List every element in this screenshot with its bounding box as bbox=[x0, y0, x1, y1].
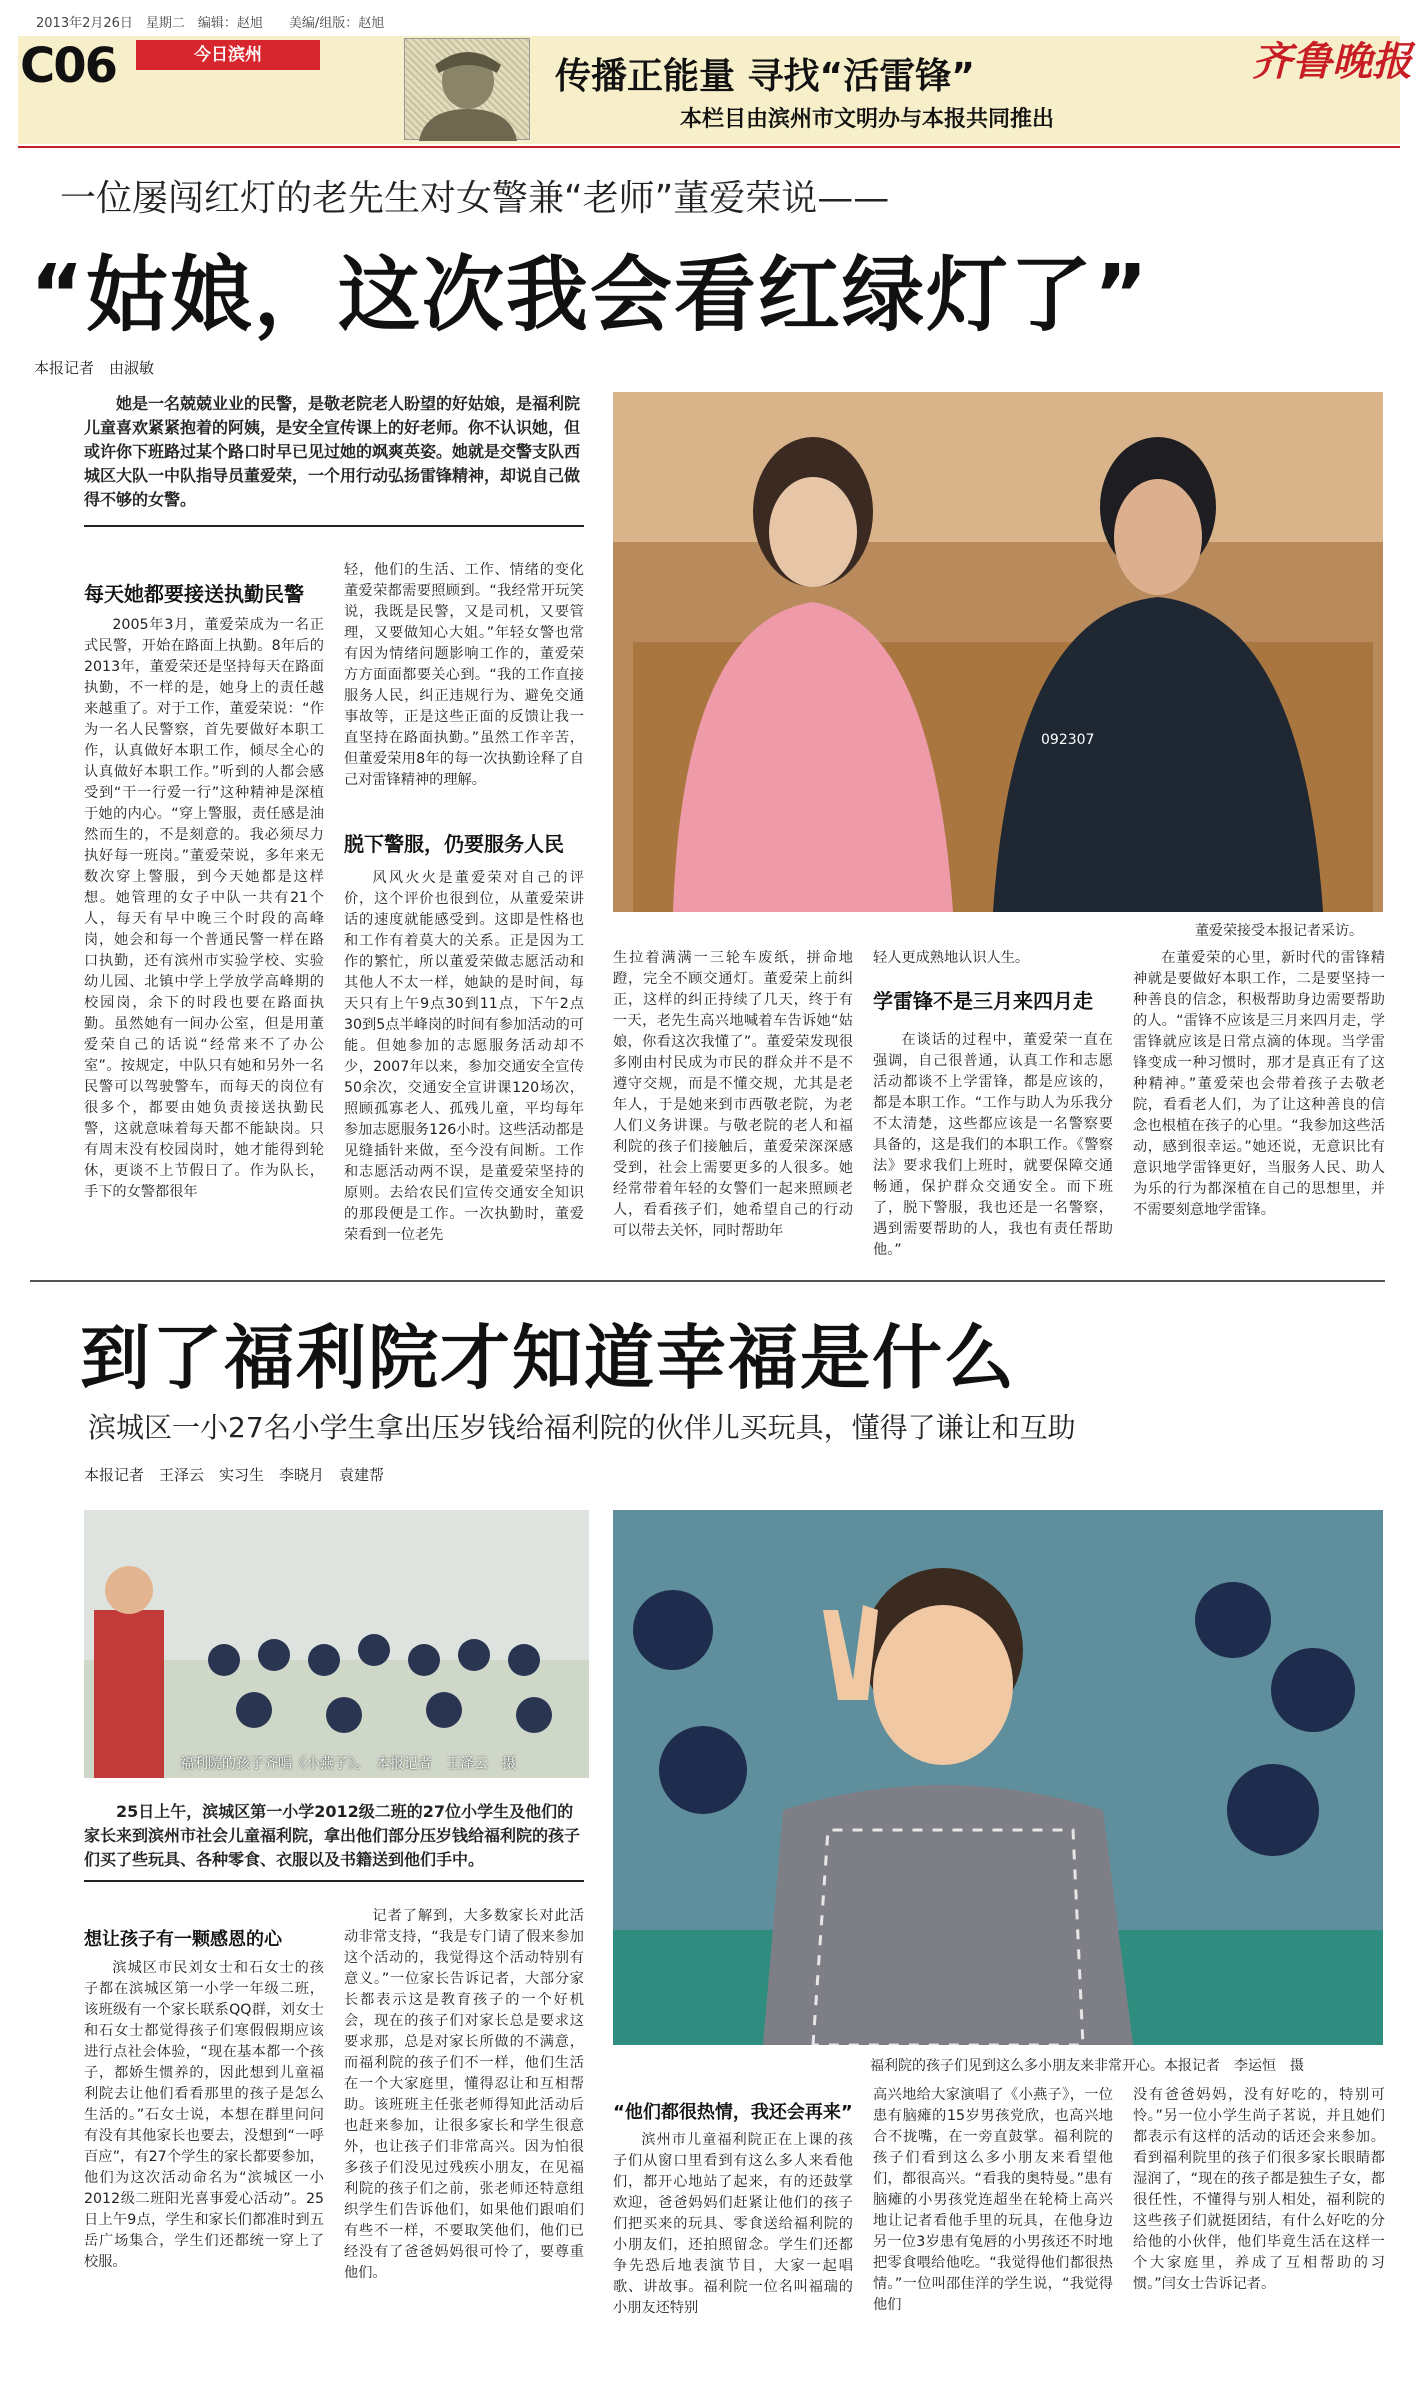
page-meta: 2013年2月26日 星期二 编辑：赵旭 美编/组版：赵旭 bbox=[36, 16, 385, 31]
article1-column-2b: 风风火火是董爱荣对自己的评价，这个评价也很到位，从董爱荣讲话的速度就能感受到。这即是性格也和工作有着莫大的关系。正是因为工作的繁忙，所以董爱荣做志愿活动和其他人不太一样，她缺的是时间，每天只有上午9点30到11点，下午2点30到5点半峰岗的时间有参加活动的可能。但她参加的志愿服务活动却不少，2007年以来，参加交通安全宣传50余次，交通安全宣讲课120场次，照顾孤寡老人、孤残儿童，平均每年参加志愿服务126小时。这些活动都是见缝插针来做，至今没有间断。工作和志愿活动两不误，是董爱荣坚持的原则。去给农民们宣传交通安全知识的那段便是工作。一次执勤时，董爱荣看到一位老先 bbox=[344, 870, 584, 1243]
article2-column-3: 滨州市儿童福利院正在上课的孩子们从窗口里看到有这么多人来看他们，都开心地站了起来，有的还鼓掌欢迎，爸爸妈妈们赶紧让他们的孩子们把买来的玩具、零食送给福利院的小朋友们，还拍照留念。学生们还都争先恐后地表演节目，大家一起唱歌、讲故事。福利院一位名叫福瑞的小朋友还特别 bbox=[613, 2132, 853, 2316]
classroom-photo-icon bbox=[84, 1510, 589, 1778]
photo3-caption: 福利院的孩子们见到这么多小朋友来非常开心。本报记者 李运恒 摄 bbox=[870, 2058, 1304, 2074]
article1-subhead-2: 脱下警服，仍要服务人民 bbox=[344, 832, 564, 856]
article2-column-5: 没有爸爸妈妈，没有好吃的，特别可怜。”另一位小学生尚子茗说，并且她们都表示有这样的活动的话还会来参加。看到福利院里的孩子们很多家长眼睛都湿润了，“现在的孩子都是独生子女，都很任性，不懂得与别人相处，福利院的这些孩子们就挺团结，有什么好吃的分给他的小伙伴，他们毕竟生活在这样一个大家庭里，养成了互相帮助的习惯。”闫女士告诉记者。 bbox=[1133, 2087, 1385, 2292]
article2-column-1: 滨城区市民刘女士和石女士的孩子都在滨城区第一小学一年级二班，该班级有一个家长联系QQ群，刘女士和石女士都觉得孩子们寒假假期应该进行点社会体验，“现在基本都一个孩子，都娇生惯养的，因此想到儿童福利院去让他们看看那里的孩子是怎么生活的。”石女士说，本想在群里问问有没有其他家长也要去，没想到“一呼百应”，有27个学生的家长都要参加，他们为这次活动命名为“滨城区一小2012级二班阳光喜事爱心活动”。25日上午9点，学生和家长们都准时到五岳广场集合，学生们还都统一穿上了校服。 bbox=[84, 1960, 324, 2270]
newspaper-logo: 齐鲁晚报 bbox=[1252, 38, 1412, 85]
photo2-caption: 福利院的孩子齐唱《小燕子》。 本报记者 王泽云 摄 bbox=[180, 1756, 516, 1772]
article1-column-4a: 轻人更成熟地认识人生。 bbox=[873, 950, 1030, 966]
article2-column-2: 记者了解到，大多数家长对此活动非常支持，“我是专门请了假来参加这个活动的，我觉得这个活动特别有意义。”一位家长告诉记者，大部分家长都表示这是教育孩子的一个好机会，现在的孩子们对家长总是要求这要求那，总是对家长所做的不满意，而福利院的孩子们不一样，他们生活在一个大家庭里，懂得忍让和互相帮助。该班班主任张老师得知此活动后也赶来参加，让很多家长和学生很意外，也让孩子们非常高兴。因为怕很多孩子们没见过残疾小朋友，在见福利院的孩子们之前，张老师还特意组织学生们告诉他们，如果他们跟咱们有些不一样，不要取笑他们，他们已经没有了爸爸妈妈很可怜了，要尊重他们。 bbox=[344, 1908, 584, 2281]
article1-lead: 她是一名兢兢业业的民警，是敬老院老人盼望的好姑娘，是福利院儿童喜欢紧紧抱着的阿姨，是安全宣传课上的好老师。你不认识她，但或许你下班路过某个路口时早已见过她的飒爽英姿。她就是交警支队西城区大队一中队指导员董爱荣，一个用行动弘扬雷锋精神，却说自己做得不够的女警。 bbox=[84, 394, 581, 509]
article2-byline: 本报记者 王泽云 实习生 李晓月 袁建帮 bbox=[84, 1466, 385, 1484]
column-slogan: 传播正能量 寻找“活雷锋” bbox=[555, 56, 975, 97]
article1-headline: “姑娘，这次我会看红绿灯了” bbox=[30, 248, 1150, 343]
article1-column-2a: 轻，他们的生活、工作、情绪的变化董爱荣都需要照顾到。“我经常开玩笑说，我既是民警，又是司机，又要管理，又要做知心大姐。”年轻女警也常有因为情绪问题影响工作的，董爱荣方方面面都要关心到。“我的工作直接服务人民，纠正违规行为、避免交通事故等，正是这些正面的反馈让我一直坚持在路面执勤。”虽然工作辛苦，但董爱荣用8年的每一次执勤诠释了自己对雷锋精神的理解。 bbox=[344, 562, 584, 788]
children-singing-photo bbox=[84, 1510, 589, 1778]
column-sponsor: 本栏目由滨州市文明办与本报共同推出 bbox=[680, 107, 1055, 132]
lead2-rule bbox=[84, 1880, 584, 1882]
interview-photo-icon bbox=[613, 392, 1383, 912]
article1-byline: 本报记者 由淑敏 bbox=[34, 359, 155, 377]
article2-subhead-2: “他们都很热情，我还会再来” bbox=[613, 2102, 853, 2123]
article2-lead: 25日上午，滨城区第一小学2012级二班的27位小学生及他们的家长来到滨州市社会儿童福利院，拿出他们部分压岁钱给福利院的孩子们买了些玩具、各种零食、衣服以及书籍送到他们手中。 bbox=[84, 1802, 581, 1869]
channel-tag: 今日滨州 bbox=[136, 40, 320, 70]
article1-subhead-1: 每天她都要接送执勤民警 bbox=[84, 582, 304, 606]
leifeng-portrait-image bbox=[404, 38, 530, 140]
article1-kicker: 一位屡闯红灯的老先生对女警兼“老师”董爱荣说—— bbox=[60, 178, 890, 219]
article2-headline: 到了福利院才知道幸福是什么 bbox=[80, 1317, 1016, 1399]
page-number: C06 bbox=[20, 38, 117, 94]
boy-photo-icon bbox=[613, 1510, 1383, 2045]
boy-victory-photo bbox=[613, 1510, 1383, 2045]
article2-subhead-1: 想让孩子有一颗感恩的心 bbox=[84, 1929, 282, 1950]
article-separator bbox=[30, 1280, 1385, 1282]
article1-subhead-3: 学雷锋不是三月来四月走 bbox=[873, 989, 1093, 1013]
photo1-caption: 董爱荣接受本报记者采访。 bbox=[1195, 923, 1363, 939]
interview-photo bbox=[613, 392, 1383, 912]
header-divider bbox=[18, 146, 1400, 148]
portrait-icon bbox=[405, 39, 531, 141]
badge-number: 092307 bbox=[1041, 732, 1095, 748]
article2-subheadline: 滨城区一小27名小学生拿出压岁钱给福利院的伙伴儿买玩具，懂得了谦让和互助 bbox=[88, 1411, 1076, 1444]
lead-rule bbox=[84, 525, 584, 527]
article1-column-4b: 在谈话的过程中，董爱荣一直在强调，自己很普通，认真工作和志愿活动都谈不上学雷锋，都是应该的，都是本职工作。“工作与助人为乐我分不太清楚，这些都应该是一名警察要具备的，这是我们的本职工作。《警察法》要求我们上班时，就要保障交通畅通，保护群众交通安全。而下班了，脱下警服，我也还是一名警察，遇到需要帮助的人，我也有责任帮助他。” bbox=[873, 1032, 1113, 1258]
article2-column-4: 高兴地给大家演唱了《小燕子》，一位患有脑瘫的15岁男孩党欣，也高兴地合不拢嘴，在一旁直鼓掌。福利院的孩子们看到这么多小朋友来看望他们，都很高兴。“看我的奥特曼。”患有脑瘫的小男孩党连超坐在轮椅上高兴地让记者看他手里的玩具，在他身边另一位3岁患有兔唇的小男孩还不时地把零食喂给他吃。“我觉得他们都很热情。”一位叫邵佳洋的学生说，“我觉得他们 bbox=[873, 2087, 1113, 2313]
article1-column-5: 在董爱荣的心里，新时代的雷锋精神就是要做好本职工作，二是要坚持一种善良的信念，积极帮助身边需要帮助的人。“雷锋不应该是三月来四月走，学雷锋就应该是日常点滴的体现。当学雷锋变成一种习惯时，那才是真正有了这种精神。”董爱荣也会带着孩子去敬老院，看看老人们，为了让这种善良的信念也根植在孩子的心里。“我参加这些活动，感到很幸运。”她还说，无意识比有意识地学雷锋更好，当服务人民、助人为乐的行为都深植在自己的思想里，并不需要刻意地学雷锋。 bbox=[1133, 950, 1385, 1218]
article1-column-3: 生拉着满满一三轮车废纸，拼命地蹬，完全不顾交通灯。董爱荣上前纠正，这样的纠正持续了几天，终于有一天，老先生高兴地喊着车告诉她“姑娘，你看这次我懂了”。董爱荣发现很多刚由村民成为市民的群众并不是不遵守交规，而是不懂交规，尤其是老年人，于是她来到市西敬老院，为老人们义务讲课。与敬老院的老人和福利院的孩子们接触后，董爱荣深深感受到，社会上需要更多的人很多。她经常带着年轻的女警们一起来照顾老人，看看孩子们，她希望自己的行动可以带去关怀，同时帮助年 bbox=[613, 950, 853, 1239]
article1-column-1: 2005年3月，董爱荣成为一名正式民警，开始在路面上执勤。8年后的2013年，董爱荣还是坚持每天在路面执勤，不一样的是，她身上的责任越来越重了。对于工作，董爱荣说：“作为一名人民警察，首先要做好本职工作，认真做好本职工作，倾尽全心的认真做好本职工作。”听到的人都会感受到“干一行爱一行”这种精神是深植于她的内心。“穿上警服，责任感是油然而生的，不是刻意的。我必须尽力执好每一班岗。”董爱荣说，多年来无数次穿上警服，到今天她都是这样想。她管理的女子中队一共有21个人，每天有早中晚三个时段的高峰岗，她会和每一个普通民警一样在路口执勤，还有滨州市实验学校、实验幼儿园、北镇中学上学放学高峰期的校园岗，余下的时段也要在路面执勤。虽然她有一间办公室，但是用董爱荣自己的话说“经常来不了办公室”。按规定，中队只有她和另外一名民警可以驾驶警车，而每天的岗位有很多个，都要由她负责接送执勤民警，这就意味着每天都不能缺岗。只有周末没有校园岗时，她才能得到轮休，更谈不上节假日了。作为队长，手下的女警都很年 bbox=[84, 617, 324, 1200]
